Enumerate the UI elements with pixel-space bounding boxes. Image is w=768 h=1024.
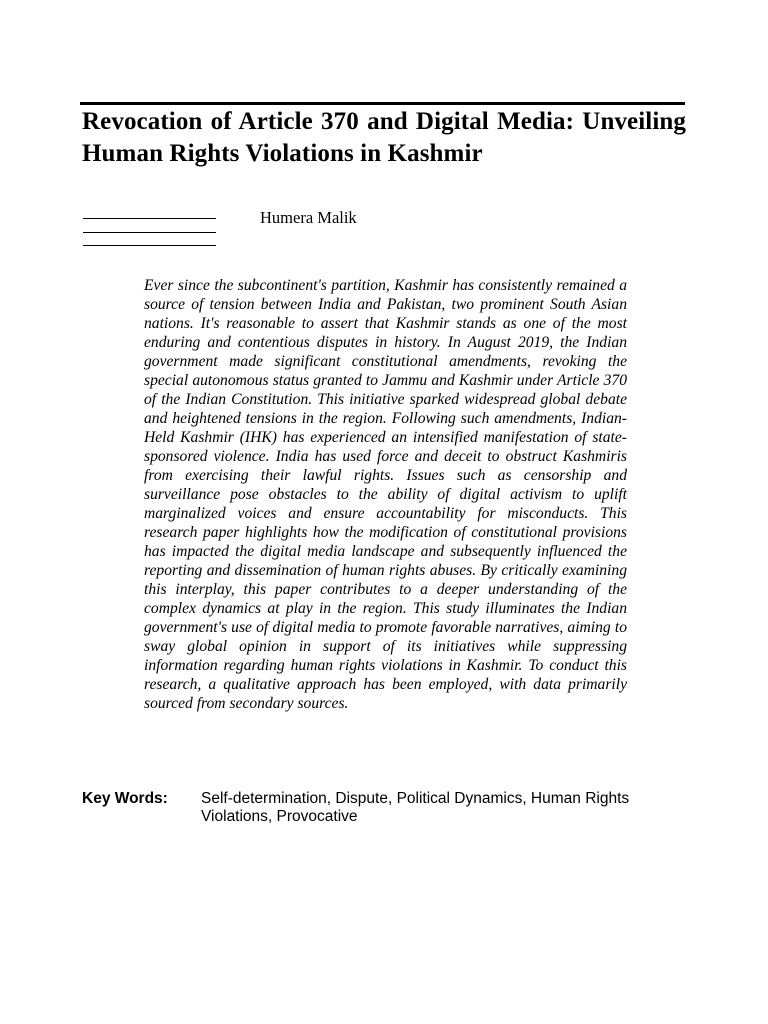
decorative-rule — [83, 218, 216, 219]
paper-title: Revocation of Article 370 and Digital Media: Unveiling Human Rights Violations in Kashmir — [82, 108, 686, 167]
decorative-rules — [83, 218, 216, 259]
decorative-rule — [83, 232, 216, 233]
decorative-rule — [83, 245, 216, 246]
keywords-list: Self-determination, Dispute, Political Dynamics, Human Rights Violations, Provocative — [201, 790, 630, 825]
abstract-text: Ever since the subcontinent's partition, Kashmir has consistently remained a source of tension between India and Pakistan, two prominent South Asian nations. It's reasonable to assert that Kashmir stands as one of the most enduring and contentious disputes in history. In August 2019, the Indian government made significant constitutional amendments, revoking the special autonomous status granted to Jammu and Kashmir under Article 370 of the Indian Constitution. This initiative sparked widespread global debate and heightened tensions in the region. Following such amendments, Indian-Held Kashmir (IHK) has experienced an intensified manifestation of state-sponsored violence. India has used force and deceit to obstruct Kashmiris from exercising their lawful rights. Issues such as censorship and surveillance pose obstacles to the ability of digital activism to uplift marginalized voices and ensure accountability for misconducts. This research paper highlights how the modification of constitutional provisions has impacted the digital media landscape and subsequently influenced the reporting and dissemination of human rights abuses. By critically examining this interplay, this paper contributes to a deeper understanding of the complex dynamics at play in the region. This study illuminates the Indian government's use of digital media to promote favorable narratives, aiming to sway global opinion in support of its initiatives while suppressing information regarding human rights violations in Kashmir. To conduct this research, a qualitative approach has been employed, with data primarily sourced from secondary sources. — [144, 277, 627, 712]
keywords-label: Key Words: — [82, 790, 168, 807]
author-name: Humera Malik — [260, 208, 357, 227]
title-top-rule — [80, 102, 685, 105]
